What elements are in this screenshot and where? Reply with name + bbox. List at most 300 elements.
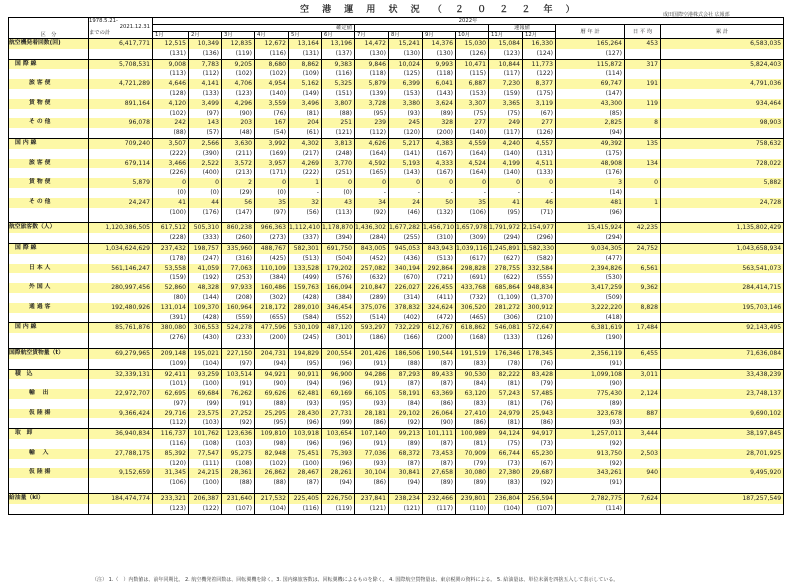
table-row-ratio [9,333,784,343]
month-value: 94,124 [489,429,523,439]
month-ratio: (248) [322,149,355,159]
cumulative-value: 280,997,456 [89,283,153,293]
month-ratio: (116) [153,439,189,449]
month-ratio: (91) [355,379,389,389]
month-ratio: (124) [523,49,556,59]
total-value: 9,690,102 [661,409,784,419]
month-value: 4,296 [222,99,255,109]
annual-value: 3 [556,178,625,188]
total-value: 195,703,146 [661,303,784,313]
month-ratio: (88) [153,128,189,138]
row-label-empty [9,128,89,138]
table-row-value [9,449,784,459]
month-value: 110,109 [255,264,289,274]
month-ratio: (91) [355,439,389,449]
month-ratio: (71) [523,208,556,218]
month-ratio: (452) [355,254,389,264]
month-value: 3,496 [289,99,322,109]
month-ratio: (167) [423,168,456,178]
month-value: 2,566 [189,138,222,148]
month-ratio: (149) [289,89,322,99]
month-value: 65,230 [523,449,556,459]
month-ratio: (93) [389,109,423,119]
daily-avg-value: 24,752 [625,243,661,253]
month-value: 1,582,330 [523,244,555,252]
daily-avg-value: 6,455 [625,348,661,358]
month-ratio: (143) [423,89,456,99]
month-value: 195,021 [189,348,222,358]
month-ratio: (106) [456,208,489,218]
month-ratio: (102) [222,69,255,79]
daily-avg-value: 135 [625,138,661,148]
month-value: 232,466 [423,494,456,504]
cumulative-empty [89,478,153,488]
month-value: 24 [389,198,423,208]
daily-avg-empty [625,188,661,198]
month-value: 103,514 [222,369,255,379]
month-ratio: (153) [456,89,489,99]
month-ratio: (121) [389,504,423,514]
month-ratio: (164) [456,149,489,159]
row-label: 取 卸 [9,429,89,439]
month-ratio: (116) [289,504,322,514]
month-value: 292,864 [423,264,456,274]
month-ratio: (314) [389,293,423,303]
month-value: 201,426 [355,348,389,358]
annual-value: 6,381,619 [556,323,625,333]
table-row-ratio [9,504,784,514]
table-row-value [9,283,784,293]
annual-ratio: (418) [556,313,625,323]
month-ratio: (104) [255,504,289,514]
total-value: 5,824,403 [661,59,784,69]
month-value: 245 [389,118,423,128]
month-ratio: (169) [255,149,289,159]
month-header: 9月 [423,32,456,39]
cumulative-value: 24,247 [89,198,153,208]
month-ratio: (89) [423,109,456,119]
annual-ratio: (190) [556,333,625,343]
month-value: 13,164 [289,39,322,49]
month-value: 99,213 [389,429,423,439]
row-label: 航空旅客数（人） [9,223,89,233]
table-row-ratio [9,69,784,79]
month-value: 66,105 [355,389,389,399]
month-value: 0 [189,178,222,188]
daily-avg-empty [625,418,661,428]
cumulative-label: までの計 [89,30,111,36]
month-value: 618,862 [456,323,489,333]
month-value: 4,592 [355,159,389,169]
month-value: 2,522 [189,159,222,169]
cumulative-empty [89,273,153,283]
month-ratio: (192) [189,273,222,283]
table-row-value [9,198,784,208]
month-ratio: (99) [189,399,222,409]
month-ratio: (120) [153,459,189,469]
cumulative-empty [89,168,153,178]
month-ratio: (151) [322,89,355,99]
month-ratio: - [456,188,489,198]
month-value: 1,677,282 [389,223,423,233]
row-label-empty [9,399,89,409]
month-ratio: (499) [289,273,322,283]
daily-avg-empty [625,109,661,119]
month-value: 95,275 [222,449,255,459]
annual-value: 49,392 [556,138,625,148]
month-value: 143 [189,118,222,128]
daily-avg-empty [625,254,661,264]
table-row-ratio [9,379,784,389]
month-value: 6,041 [423,79,456,89]
table-row-value [9,264,784,274]
month-value: 210,847 [355,283,389,293]
month-value: 277 [523,118,556,128]
annual-ratio: (114) [556,69,625,79]
month-value: 191,519 [456,348,489,358]
month-ratio: (310) [423,233,456,243]
month-ratio: (513) [289,254,322,264]
month-ratio: (76) [523,399,556,409]
month-value: 948,834 [523,283,556,293]
month-ratio: (106) [153,478,189,488]
month-value: 35 [456,198,489,208]
month-value: 226,027 [389,283,423,293]
month-value: 160,964 [222,303,255,313]
annual-ratio: (92) [556,439,625,449]
month-value: 63,120 [456,389,489,399]
table-row-value [9,79,784,89]
month-value: 31,345 [153,468,189,478]
month-value: 685,864 [489,283,523,293]
month-ratio: (94) [389,478,423,488]
month-ratio: (81) [289,109,322,119]
month-ratio: (333) [189,233,222,243]
total-value: 758,632 [661,138,784,148]
month-ratio: (140) [489,149,523,159]
month-ratio: (86) [423,399,456,409]
total-value: 284,414,715 [661,283,784,293]
month-ratio: (130) [389,49,423,59]
month-ratio: (165) [355,168,389,178]
month-value: 198,757 [189,243,222,253]
month-ratio: - [355,188,389,198]
total-empty [661,504,784,514]
month-value: 69,684 [189,389,222,399]
month-value: 116,737 [153,429,189,439]
cumulative-value: 6,417,771 [89,39,153,49]
month-value: 12,835 [222,39,255,49]
month-ratio: (228) [153,233,189,243]
month-ratio: (98) [255,439,289,449]
month-value: 3,807 [322,99,355,109]
month-value: 69,626 [255,389,289,399]
daily-avg-value: 134 [625,159,661,169]
annual-ratio: (127) [556,49,625,59]
month-value: 237,841 [355,494,389,504]
month-value: 6,887 [456,79,489,89]
month-ratio: (121) [355,504,389,514]
month-ratio: (226) [153,168,189,178]
month-value: 4,383 [423,138,456,148]
table-row-ratio [9,459,784,469]
cumulative-empty [89,359,153,369]
month-header: 2月 [189,32,222,39]
cumulative-empty [89,109,153,119]
month-value: 90,911 [289,369,322,379]
preliminary-header: 速報値 [489,25,556,32]
month-header: 6月 [322,32,355,39]
annual-ratio: (96) [556,208,625,218]
month-ratio: (117) [489,128,523,138]
month-ratio: (559) [222,313,255,323]
month-value: 159,763 [289,283,322,293]
row-label: 輸 入 [9,449,89,459]
month-value: 11,773 [523,59,556,69]
cumulative-value: 36,940,834 [89,429,153,439]
daily-avg-value: 191 [625,79,661,89]
month-ratio: (210) [523,313,556,323]
row-label-empty [9,109,89,119]
daily-avg-empty [625,49,661,59]
month-ratio: (0) [255,188,289,198]
row-label: 仮 陸 揚 [9,468,89,478]
month-ratio: (175) [523,89,556,99]
month-value: 75,451 [289,449,322,459]
month-ratio: (143) [389,168,423,178]
month-value: 328 [423,118,456,128]
annual-ratio: (90) [556,379,625,389]
cumulative-empty [89,89,153,99]
month-ratio: (140) [456,128,489,138]
month-ratio: (96) [322,379,355,389]
month-value: 278,755 [489,264,523,274]
month-value: 15,084 [489,39,523,49]
month-value: 0 [456,178,489,188]
month-value: 25,295 [255,409,289,419]
month-value: 298,828 [456,264,489,274]
total-value: 28,701,925 [661,449,784,459]
cumulative-value: 891,164 [89,99,153,109]
month-ratio: (56) [289,208,322,218]
month-ratio: (425) [255,254,289,264]
cumulative-value: 22,972,707 [89,389,153,399]
month-value: 123,636 [222,429,255,439]
month-value: 28,467 [289,468,322,478]
row-label-empty [9,478,89,488]
cumulative-value: 85,761,876 [89,323,153,333]
cumulative-value: 9,152,659 [89,468,153,478]
table-row-value [9,223,784,233]
month-ratio: (83) [456,399,489,409]
month-ratio: (632) [355,273,389,283]
annual-ratio: (89) [556,399,625,409]
annual-value: 2,356,119 [556,348,625,358]
month-ratio: (159) [153,273,189,283]
daily-avg-empty [625,168,661,178]
month-value: 57,485 [523,389,556,399]
month-ratio: - [489,188,523,198]
month-header: 8月 [389,32,423,39]
row-label-empty [9,49,89,59]
month-value: 4,646 [153,79,189,89]
month-value: 4,511 [523,159,556,169]
annual-ratio: (176) [556,168,625,178]
total-empty [661,168,784,178]
month-value: 100,989 [456,429,489,439]
month-ratio: (116) [255,49,289,59]
row-label-empty [9,254,89,264]
month-value: 35 [255,198,289,208]
month-ratio: (61) [289,128,322,138]
total-empty [661,273,784,283]
month-value: 26,064 [423,409,456,419]
table-row-value [9,59,784,69]
month-ratio: (211) [222,149,255,159]
annual-value: 43,300 [556,99,625,109]
total-value: 23,748,137 [661,389,784,399]
row-label-empty [9,233,89,243]
annual-ratio: (92) [556,459,625,469]
table-row-ratio [9,359,784,369]
month-value: 27,252 [222,409,255,419]
annual-value: 913,750 [556,449,625,459]
row-label-empty [9,293,89,303]
month-ratio: (102) [153,109,189,119]
month-value: 28,361 [222,468,255,478]
month-value: 4,559 [456,138,489,148]
annual-value: 2,394,826 [556,264,625,274]
daily-avg-header: 日 平 均 [625,25,661,39]
daily-avg-empty [625,273,661,283]
month-ratio: (123) [153,504,189,514]
month-ratio: (121) [322,128,355,138]
annual-value: 2,782,775 [556,494,625,504]
month-value: 101,111 [423,429,456,439]
daily-avg-empty [625,89,661,99]
month-ratio: - [423,188,456,198]
month-value: 5,162 [289,79,322,89]
month-ratio: (81) [489,379,523,389]
month-value: 4,954 [255,79,289,89]
annual-ratio: (85) [556,109,625,119]
daily-avg-value: 6,561 [625,264,661,274]
month-ratio: (186) [355,333,389,343]
cumulative-empty [89,128,153,138]
month-value: 96,900 [322,369,355,379]
month-value: 1,657,978 [456,224,488,232]
month-ratio: (123) [222,89,255,99]
annual-value: 323,678 [556,409,625,419]
month-value: 194,829 [289,348,322,358]
table-row-value [9,138,784,148]
month-ratio: (213) [222,168,255,178]
total-empty [661,149,784,159]
month-value: 691,750 [322,243,355,253]
month-ratio: (670) [389,273,423,283]
month-value: 257,082 [355,264,389,274]
month-ratio: (75) [489,439,523,449]
daily-avg-empty [625,504,661,514]
cumulative-value: 5,879 [89,178,153,188]
month-value: 160,486 [255,283,289,293]
month-value: 1,436,302 [355,223,389,233]
total-value: 6,583,035 [661,39,784,49]
month-value: 24,979 [489,409,523,419]
table-row-ratio [9,273,784,283]
month-value: 524,278 [222,323,255,333]
month-ratio: (107) [523,504,556,514]
total-empty [661,399,784,409]
row-label: 仮 陸 揚 [9,409,89,419]
month-ratio: (309) [456,233,489,243]
month-ratio: (84) [389,399,423,409]
annual-ratio: (294) [556,233,625,243]
month-value: 5,325 [322,79,355,89]
month-ratio: (436) [389,254,423,264]
month-value: 50 [423,198,456,208]
month-value: 505,310 [189,223,222,233]
month-value: 7,230 [489,79,523,89]
month-ratio: (92) [355,208,389,218]
annual-value: 3,417,259 [556,283,625,293]
month-value: 103,654 [322,429,355,439]
month-value: 289,010 [289,303,322,313]
month-ratio: (144) [189,293,222,303]
month-ratio: (584) [289,313,322,323]
row-label: 外 国 人 [9,283,89,293]
cumulative-value: 184,474,774 [89,494,153,504]
month-value: 4,302 [289,138,322,148]
month-value: 41 [489,198,523,208]
month-ratio: (29) [222,188,255,198]
month-ratio: (115) [456,69,489,79]
month-value: 32 [289,198,322,208]
month-ratio: (576) [322,273,355,283]
table-row-value [9,409,784,419]
month-ratio: (116) [322,69,355,79]
month-ratio: (89) [456,478,489,488]
month-value: 1,178,870 [322,224,354,232]
month-ratio: (76) [523,359,556,369]
month-ratio: (119) [322,504,355,514]
total-empty [661,478,784,488]
year-header: 2022年 [153,18,784,25]
month-ratio: (87) [423,459,456,469]
daily-avg-value: 3,444 [625,429,661,439]
month-ratio: (83) [489,478,523,488]
month-ratio: (100) [189,478,222,488]
month-ratio: (112) [153,418,189,428]
table-row-ratio [9,149,784,159]
category-header: 区 分 [9,18,89,39]
month-value: 4,269 [289,159,322,169]
month-value: 306,553 [189,323,222,333]
month-value: 48,328 [189,283,222,293]
month-ratio: (102) [255,69,289,79]
month-ratio: (137) [322,49,355,59]
daily-avg-empty [625,478,661,488]
row-label-empty [9,359,89,369]
confirmed-header-cont [355,25,489,32]
total-value: 9,495,920 [661,468,784,478]
month-ratio: (296) [523,233,556,243]
row-label: 旅 客 便 [9,159,89,169]
table-row-ratio [9,478,784,488]
cumulative-empty [89,254,153,264]
month-value: 346,454 [322,303,355,313]
month-value: 4,706 [222,79,255,89]
